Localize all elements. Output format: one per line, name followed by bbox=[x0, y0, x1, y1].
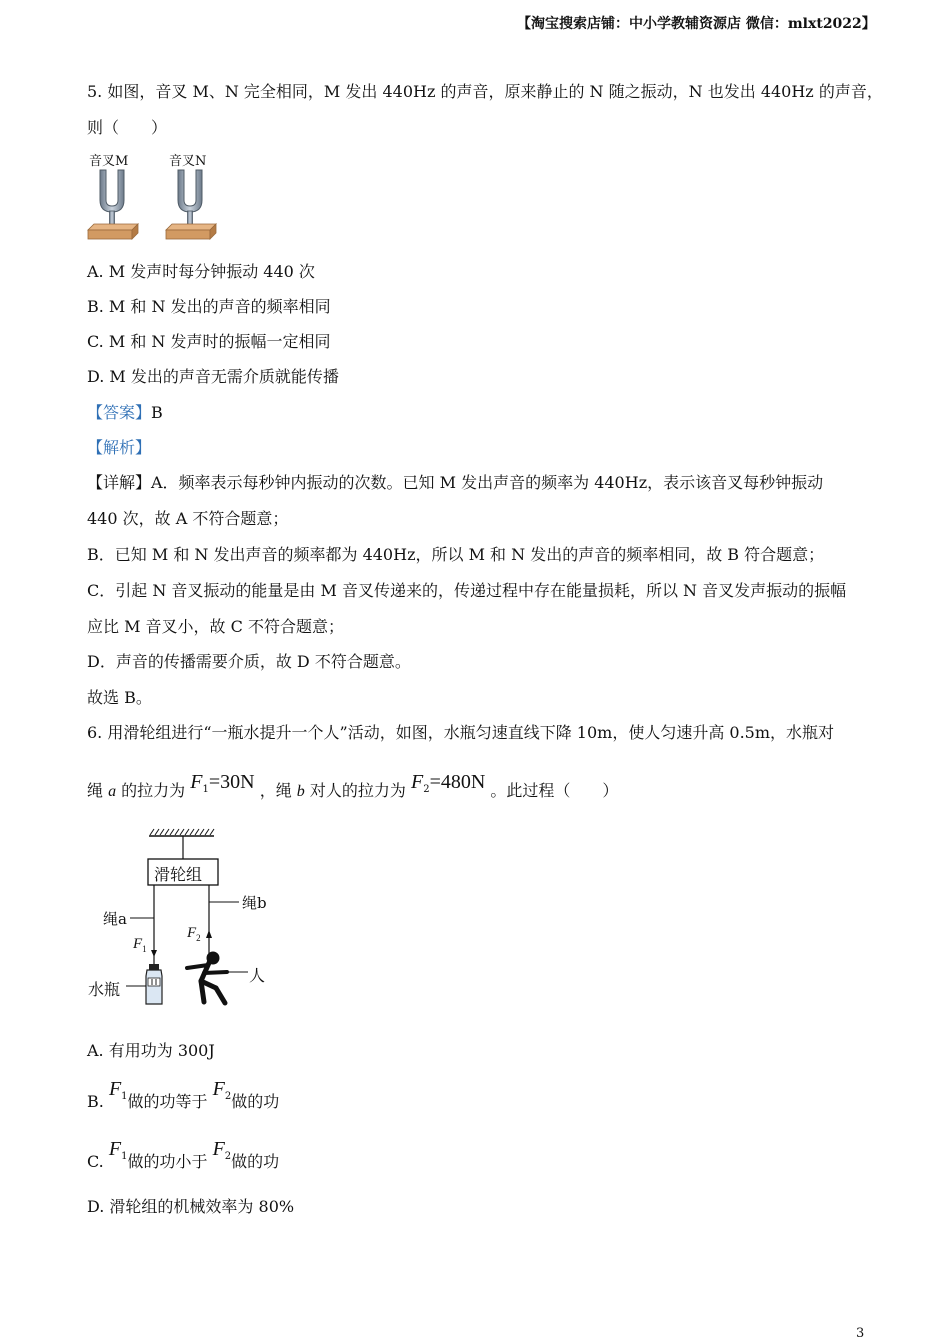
f1-term bbox=[109, 1136, 128, 1160]
rope-b-symbol: b bbox=[296, 783, 305, 800]
analysis-tag: 【解析】 bbox=[87, 438, 152, 457]
page-header: 【淘宝搜索店铺：中小学教辅资源店 微信：mlxt2022】 bbox=[517, 16, 876, 32]
f2-subscript: 2 bbox=[224, 1091, 232, 1102]
q5-conclusion: 故选 B。 bbox=[87, 688, 152, 707]
q6-option-a: A. 有用功为 300J bbox=[87, 1041, 215, 1060]
tuning-forks-svg bbox=[86, 166, 226, 246]
pulley-figure bbox=[86, 826, 286, 1011]
option-c-mid: 做的功小于 bbox=[127, 1152, 208, 1171]
person-figure bbox=[187, 952, 227, 1003]
q6-stem-line2 bbox=[87, 771, 619, 808]
f-symbol: F bbox=[212, 1078, 225, 1100]
f2-term bbox=[213, 1136, 232, 1160]
option-b-prefix: B. bbox=[87, 1092, 104, 1111]
f1-subscript: 1 bbox=[202, 784, 209, 795]
f2-label bbox=[187, 925, 201, 942]
person-label: 人 bbox=[249, 966, 266, 985]
option-b-end: 做的功 bbox=[231, 1092, 280, 1111]
option-c-prefix: C. bbox=[87, 1152, 104, 1171]
fork-n bbox=[166, 170, 216, 239]
rope-a-symbol: a bbox=[108, 783, 117, 800]
f2-label-symbol: F bbox=[187, 925, 197, 941]
q6-stem-line1: 6. 用滑轮组进行“一瓶水提升一个人”活动，如图，水瓶匀速直线下降 10m，使人匀速升高 0.5m，水瓶对 bbox=[87, 723, 835, 742]
f-symbol: F bbox=[190, 771, 203, 793]
f2-subscript: 2 bbox=[224, 1151, 232, 1162]
q5-option-b: B. M 和 N 发出的声音的频率相同 bbox=[87, 297, 331, 316]
q6-text: 对人的拉力为 bbox=[304, 781, 406, 800]
q6-text: 的拉力为 bbox=[116, 781, 186, 800]
fork-n-label: 音叉N bbox=[169, 154, 207, 169]
page-number: 3 bbox=[856, 1326, 865, 1341]
f2-term bbox=[213, 1076, 232, 1100]
q6-text: 。此过程（ ） bbox=[490, 781, 619, 800]
answer-tag: 【答案】 bbox=[87, 403, 152, 422]
fork-m-label: 音叉M bbox=[89, 154, 129, 169]
f1-label bbox=[133, 936, 147, 953]
q5-option-d: D. M 发出的声音无需介质就能传播 bbox=[87, 367, 339, 386]
f1-label-symbol: F bbox=[133, 936, 143, 952]
q5-option-a: A. M 发声时每分钟振动 440 次 bbox=[87, 262, 315, 281]
f2-label-sub: 2 bbox=[196, 933, 201, 943]
rope-a-label: 绳a bbox=[103, 910, 127, 928]
detail-line2: 440 次，故 A 不符合题意； bbox=[87, 509, 289, 528]
q6-option-b bbox=[87, 1080, 279, 1113]
q6-option-d: D. 滑轮组的机械效率为 80% bbox=[87, 1197, 295, 1216]
q5-stem-line1: 5. 如图，音叉 M、N 完全相同，M 发出 440Hz 的声音，原来静止的 N 随之振动，N 也发出 440Hz 的声音， bbox=[87, 82, 883, 101]
answer-value: B bbox=[151, 403, 163, 422]
f1-expression bbox=[190, 769, 254, 793]
detail-line3: B．已知 M 和 N 发出声音的频率都为 440Hz，所以 M 和 N 发出的声音的频率相同，故 B 符合题意； bbox=[87, 545, 825, 564]
q5-answer-line bbox=[87, 403, 163, 423]
f-symbol: F bbox=[212, 1138, 225, 1160]
bottle-label: 水瓶 bbox=[88, 980, 121, 999]
water-bottle bbox=[146, 964, 162, 1004]
q5-option-c: C. M 和 N 发声时的振幅一定相同 bbox=[87, 332, 331, 351]
detail-line5: 应比 M 音叉小，故 C 不符合题意； bbox=[87, 617, 344, 636]
tuning-fork-figure bbox=[86, 148, 226, 248]
f1-subscript: 1 bbox=[121, 1151, 128, 1162]
f1-label-sub: 1 bbox=[142, 944, 147, 954]
q5-stem-line2: 则（ ） bbox=[87, 118, 168, 137]
f2-value: =480N bbox=[429, 771, 486, 793]
f2-expression bbox=[411, 769, 485, 793]
f-symbol: F bbox=[108, 1138, 122, 1160]
q6-option-c bbox=[87, 1140, 279, 1173]
f1-term bbox=[109, 1076, 128, 1100]
detail-line6: D．声音的传播需要介质，故 D 不符合题意。 bbox=[87, 652, 411, 671]
f-symbol: F bbox=[108, 1078, 122, 1100]
f1-subscript: 1 bbox=[121, 1091, 128, 1102]
detail-line4: C．引起 N 音叉振动的能量是由 M 音叉传递来的，传递过程中存在能量损耗，所以 N 音叉发声振动的振幅 bbox=[87, 581, 847, 600]
f1-value: =30N bbox=[208, 771, 255, 793]
fork-m bbox=[88, 170, 138, 239]
detail-line1: 【详解】A．频率表示每秒钟内振动的次数。已知 M 发出声音的频率为 440Hz，表示该音叉每秒钟振动 bbox=[87, 473, 824, 492]
f-symbol: F bbox=[410, 771, 424, 793]
rope-b-label: 绳b bbox=[242, 894, 267, 912]
q6-text: 绳 bbox=[87, 781, 109, 800]
pulley-label: 滑轮组 bbox=[154, 865, 203, 884]
option-b-mid: 做的功等于 bbox=[127, 1092, 208, 1111]
q6-text: ，绳 bbox=[259, 781, 297, 800]
f2-subscript: 2 bbox=[423, 784, 430, 795]
option-c-end: 做的功 bbox=[231, 1152, 280, 1171]
